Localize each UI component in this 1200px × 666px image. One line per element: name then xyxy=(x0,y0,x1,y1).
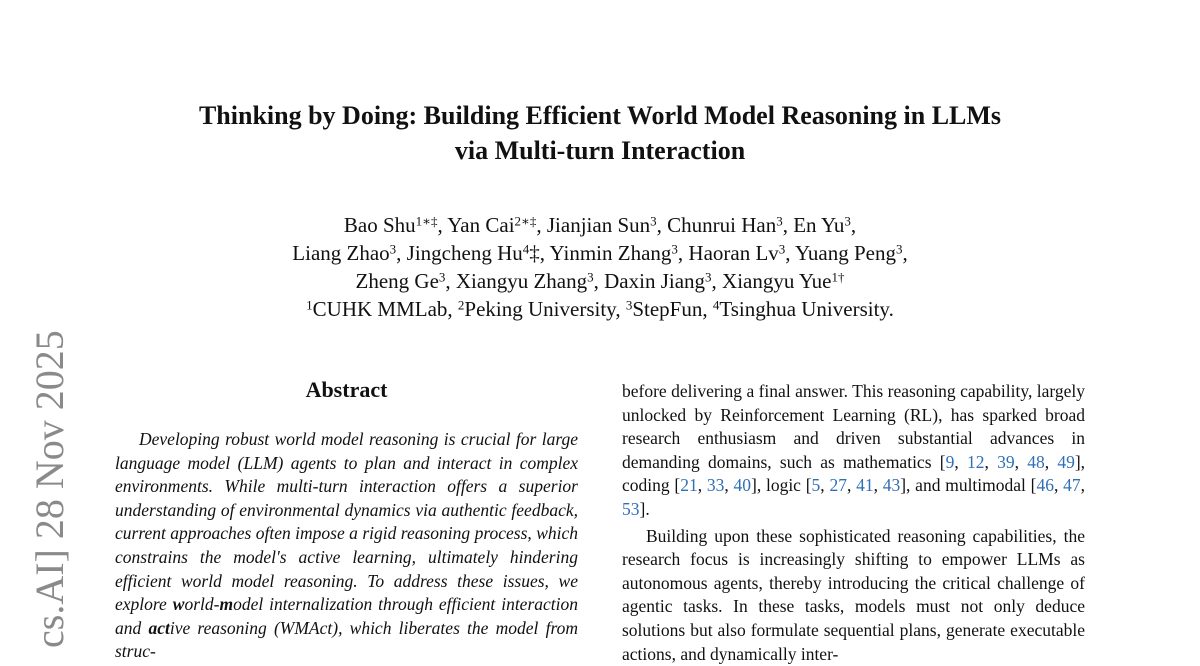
author: Yuang Peng$^3$, xyxy=(795,241,908,265)
author: Yan Cai$^{2∗\ddagger}$, xyxy=(447,213,547,237)
author: Haoran Lv$^3$, xyxy=(688,241,796,265)
citation-link[interactable]: 21 xyxy=(680,475,698,496)
author-block xyxy=(100,211,1100,323)
citation-link[interactable]: 5 xyxy=(811,475,821,496)
author: Xiangyu Zhang$^3$, xyxy=(455,269,605,293)
affiliations xyxy=(100,295,1100,323)
citation-link[interactable]: 53 xyxy=(622,498,640,519)
citation-link[interactable]: 27 xyxy=(829,475,847,496)
citation-link[interactable]: 49 xyxy=(1057,451,1075,472)
title-line-2: via Multi-turn Interaction xyxy=(454,136,746,165)
intro-paragraph-1: before delivering a final answer. This reasoning capability, largely unlocked by Reinforcement Learning (RL), has sparked broad research enthusiasm and driven substantial advances in demanding domains, such as mathematics [9, 12, 39, 48, 49], coding [21, 33, 40], logic [5, 27, 41, 43], and multimodal [46, 47, 53]. xyxy=(622,381,1086,519)
author-line-3 xyxy=(100,267,1100,295)
author: Daxin Jiang$^3$, xyxy=(604,269,723,293)
author: Jingcheng Hu$^4$‡, xyxy=(406,241,550,265)
author: Bao Shu$^{1∗\ddagger}$, xyxy=(343,213,448,237)
abstract-heading: Abstract xyxy=(305,377,388,402)
abstract-text: Developing robust world model reasoning is crucial for large language model (LLM) agents to plan and interact in complex environments. While multi-turn interaction offers a superior understanding of environmental dynamics via authentic feedback, current approaches often impose a rigid reasoning process, which constrains the model's active learning, ultimately hindering efficient world model reasoning. To address these issues, we explore world-model internalization through efficient interaction and active reasoning (WMAct), which liberates the model from struc- xyxy=(115,429,578,662)
citation-link[interactable]: 33 xyxy=(706,475,725,496)
title-line-1: Thinking by Doing: Building Efficient World Model Reasoning in LLMs xyxy=(198,101,1002,130)
citation-link[interactable]: 47 xyxy=(1063,475,1081,496)
citation-link[interactable]: 12 xyxy=(966,451,985,472)
affiliation: $^3$StepFun, xyxy=(625,297,713,321)
citation-link[interactable]: 41 xyxy=(856,475,874,496)
author-line-2 xyxy=(100,239,1100,267)
citation-link[interactable]: 48 xyxy=(1027,451,1045,472)
paper-title xyxy=(100,98,1100,168)
author: Chunrui Han$^3$, xyxy=(667,213,794,237)
affiliation: $^4$Tsinghua University. xyxy=(712,297,894,321)
arxiv-stamp: cs.AI] 28 Nov 2025 xyxy=(27,330,72,648)
citation-link[interactable]: 39 xyxy=(997,451,1015,472)
affiliation: $^1$CUHK MMLab, xyxy=(306,297,458,321)
author: Jianjian Sun$^3$, xyxy=(546,213,668,237)
author: Yinmin Zhang$^3$, xyxy=(549,241,689,265)
citation-link[interactable]: 46 xyxy=(1036,475,1054,496)
affiliation: $^2$Peking University, xyxy=(457,297,626,321)
citation-link[interactable]: 43 xyxy=(882,475,901,496)
author-line-1 xyxy=(100,211,1100,239)
author: Zheng Ge$^3$, xyxy=(355,269,456,293)
intro-paragraph-2: Building upon these sophisticated reasoning capabilities, the research focus is increasingly shifting to empower LLMs as autonomous agents, thereby introducing the critical challenge of agentic tasks. In these tasks, models must not only deduce solutions but also formulate sequential plans, generate executable actions, and dynamically inter- xyxy=(622,525,1085,664)
citation-link[interactable]: 9 xyxy=(945,451,955,472)
author: En Yu$^3$, xyxy=(793,213,857,237)
author: Liang Zhao$^3$, xyxy=(292,241,407,265)
author: Xiangyu Yue$^{1\dagger}$ xyxy=(722,269,845,293)
citation-link[interactable]: 40 xyxy=(733,475,751,496)
intro-column xyxy=(622,380,1085,666)
